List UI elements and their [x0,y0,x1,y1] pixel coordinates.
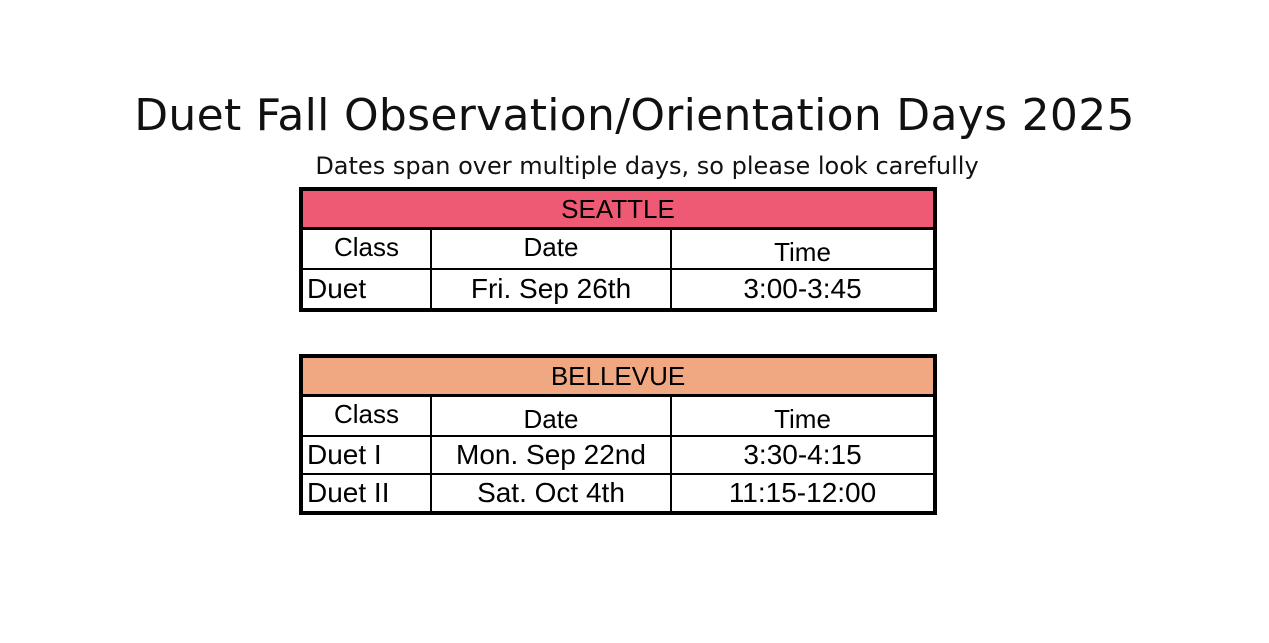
column-header-date: Date [431,396,671,437]
column-header-row [301,396,935,437]
page-title: Duet Fall Observation/Orientation Days 2025 [134,90,1135,141]
page-subtitle: Dates span over multiple days, so please look carefully [315,152,979,180]
table-row [301,436,935,474]
date-cell: Mon. Sep 22nd [431,436,671,474]
column-header-class: Class [301,396,431,437]
seattle-header: SEATTLE [301,189,935,229]
column-header-time: Time [671,229,935,270]
date-cell: Sat. Oct 4th [431,474,671,513]
table-row [301,474,935,513]
table-row [301,269,935,310]
column-header-date: Date [431,229,671,270]
column-header-row [301,229,935,270]
time-cell: 3:00-3:45 [671,269,935,310]
class-cell: Duet [301,269,431,310]
column-header-time: Time [671,396,935,437]
time-cell: 11:15-12:00 [671,474,935,513]
date-cell: Fri. Sep 26th [431,269,671,310]
class-cell: Duet II [301,474,431,513]
bellevue-header: BELLEVUE [301,356,935,396]
seattle-schedule-table [299,187,937,312]
column-header-class: Class [301,229,431,270]
bellevue-schedule-table [299,354,937,515]
class-cell: Duet I [301,436,431,474]
time-cell: 3:30-4:15 [671,436,935,474]
